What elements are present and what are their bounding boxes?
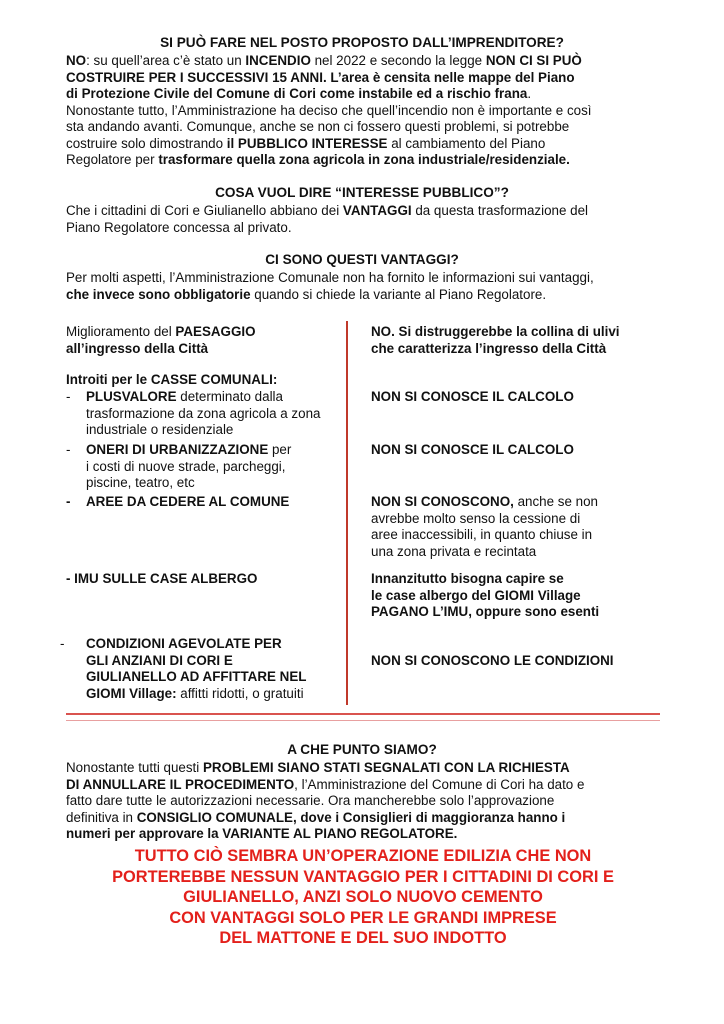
aree-answer: NON SI CONOSCONO, anche se non avrebbe molto senso la cessione di aree inaccessibili, in quanto chiuse in una zona privata e recintata [371,494,598,559]
section-title-status: A CHE PUNTO SIAMO? [287,742,437,757]
aree-item: - AREE DA CEDERE AL COMUNE [66,494,348,511]
section-title-feasibility: SI PUÒ FARE NEL POSTO PROPOSTO DALL’IMPRENDITORE? [160,35,564,50]
row-paesaggio-right: NO. Si distruggerebbe la collina di ulivi che caratterizza l’ingresso della Città [371,324,620,356]
oneri-item: - ONERI DI URBANIZZAZIONE per i costi di nuove strade, parcheggi, piscine, teatro, etc [66,442,348,492]
oneri-answer: NON SI CONOSCE IL CALCOLO [371,442,574,457]
anziani-answer: NON SI CONOSCONO LE CONDIZIONI [371,653,614,668]
anziani-dash: - [60,636,65,651]
section-public-interest-text: Che i cittadini di Cori e Giulianello abbiano dei VANTAGGI da questa trasformazione del Piano Regolatore concessa al privato. [66,203,589,235]
section-title-advantages: CI SONO QUESTI VANTAGGI? [265,252,459,267]
section-status-text: Nonostante tutti questi PROBLEMI SIANO STATI SEGNALATI CON LA RICHIESTA DI ANNULLARE IL PROCEDIMENTO, l’Amministrazione del Comune di Cori ha dato e fatto dare tutte le autorizzazioni necessarie. Ora mancherebbe solo l’approvazione definitiva in CONSIGLIO COMUNALE, dove i Consiglieri di maggioranza hanno i numeri per approvare la VARIANTE AL PIANO REGOLATORE. [66,760,585,841]
row-paesaggio-left: Miglioramento del PAESAGGIO all’ingresso della Città [66,324,256,356]
section-advantages-text: Per molti aspetti, l’Amministrazione Comunale non ha fornito le informazioni sui vantaggi, che invece sono obbligatorie quando si chiede la variante al Piano Regolatore. [66,270,594,302]
plusvalore-item: - PLUSVALORE determinato dalla trasformazione da zona agricola a zona industriale o residenziale [66,389,348,439]
casse-comunali-title: Introiti per le CASSE COMUNALI: [66,372,278,387]
section-divider-thin [66,720,660,721]
conclusion-text: TUTTO CIÒ SEMBRA UN’OPERAZIONE EDILIZIA CHE NON PORTEREBBE NESSUN VANTAGGIO PER I CITTADINI DI CORI E GIULIANELLO, ANZI SOLO NUOVO CEMENTO CON VANTAGGI SOLO PER LE GRANDI IMPRESE DEL MATTONE E DEL SUO INDOTTO [112,847,614,947]
plusvalore-answer: NON SI CONOSCE IL CALCOLO [371,389,574,404]
section-title-public-interest: COSA VUOL DIRE “INTERESSE PUBBLICO”? [215,185,509,200]
imu-answer: Innanzitutto bisogna capire se le case albergo del GIOMI Village PAGANO L’IMU, oppure sono esenti [371,571,600,619]
imu-item: - IMU SULLE CASE ALBERGO [66,571,258,586]
anziani-item: CONDIZIONI AGEVOLATE PER GLI ANZIANI DI CORI E GIULIANELLO AD AFFITTARE NEL GIOMI Village: affitti ridotti, o gratuiti [86,636,307,701]
section-feasibility-text: NO: su quell’area c’è stato un INCENDIO nel 2022 e secondo la legge NON CI SI PUÒ COSTRUIRE PER I SUCCESSIVI 15 ANNI. L’area è censita nelle mappe del Piano di Protezione Civile del Comune di Cori come instabile ed a rischio frana. Nonostante tutto, l’Amministrazione ha deciso che quell’incendio non è importante e così sta andando avanti. Comunque, anche se non ci fossero questi problemi, si potrebbe costruire solo dimostrando il PUBBLICO INTERESSE al cambiamento del Piano Regolatore per trasformare quella zona agricola in zona industriale/residenziale. [66,53,592,167]
section-divider [66,713,660,715]
